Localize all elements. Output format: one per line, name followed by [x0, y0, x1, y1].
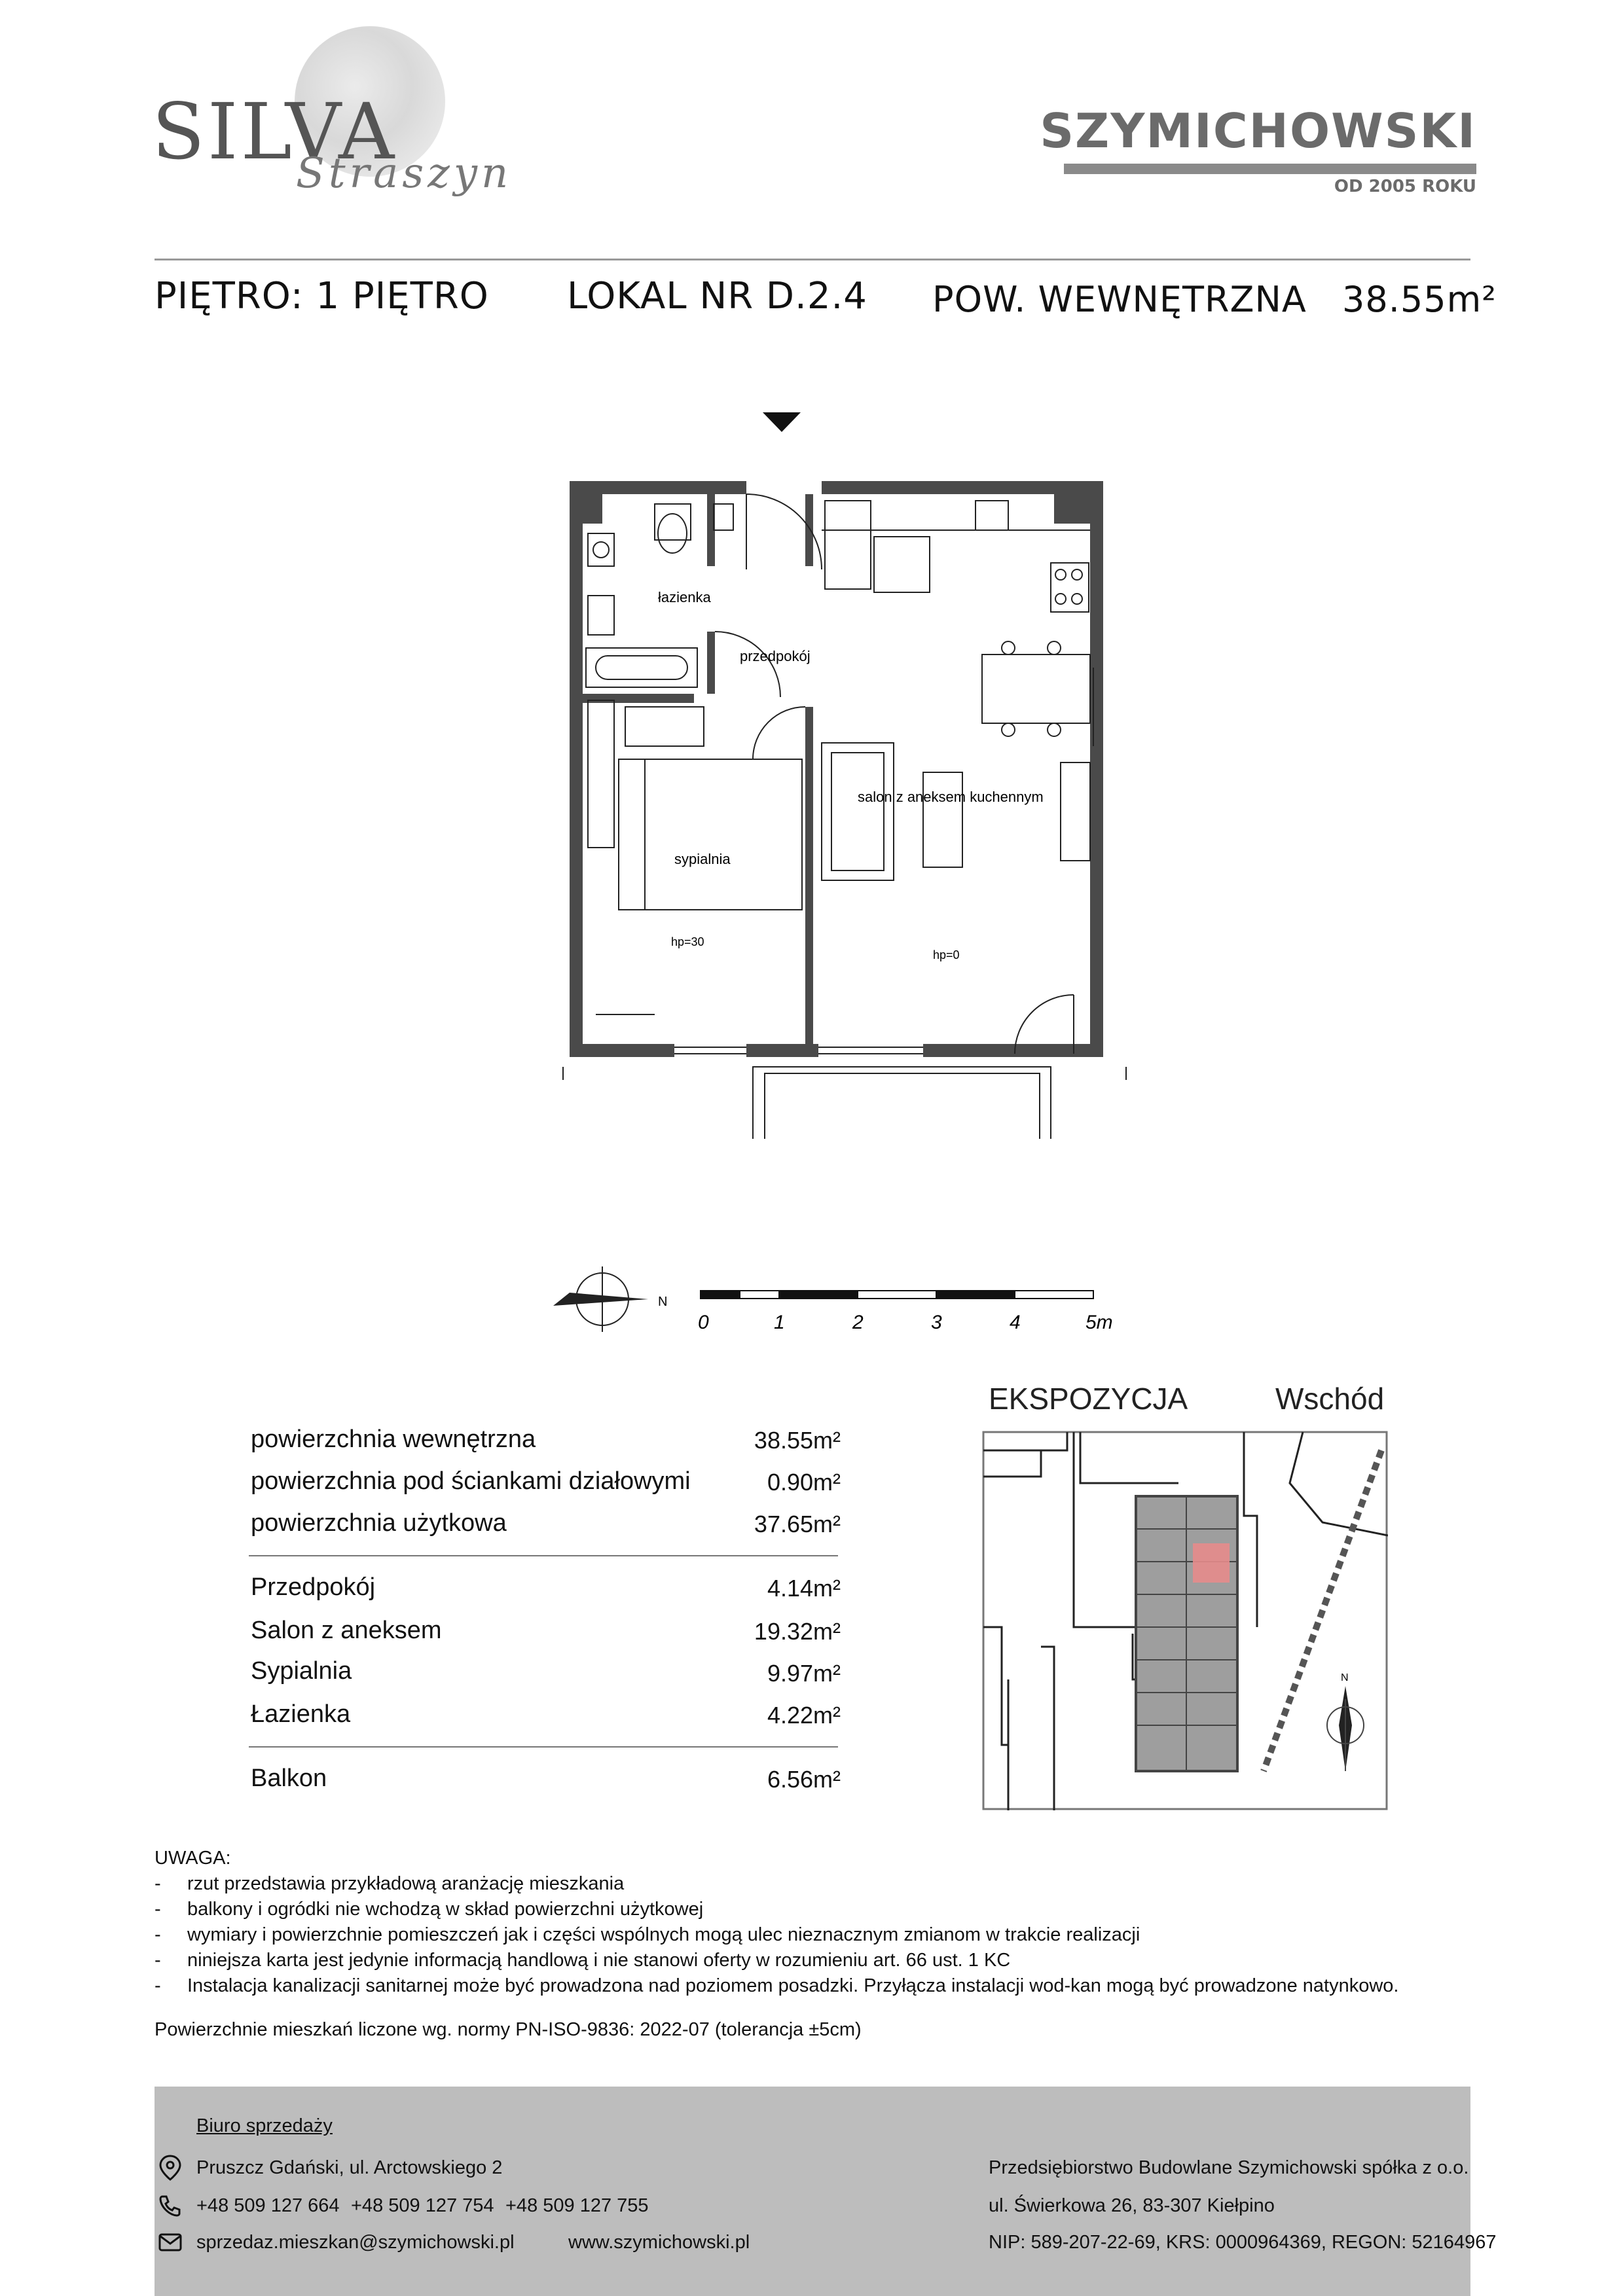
room-row-label: Łazienka	[251, 1700, 351, 1728]
balcony-label: Balkon	[251, 1765, 327, 1792]
unit-highlight	[1193, 1543, 1230, 1583]
scale-tick-2: 2	[852, 1312, 864, 1333]
silva-logo-script: Straszyn	[296, 149, 513, 198]
area-row-label: powierzchnia użytkowa	[251, 1509, 507, 1537]
silva-logo: SILVA	[152, 86, 397, 177]
scale-tick-1: 1	[774, 1312, 785, 1333]
room-label-living: salon z aneksem kuchennym	[858, 789, 1044, 805]
scale-bar	[543, 1263, 1133, 1348]
scale-tick-4: 4	[1010, 1312, 1021, 1333]
location-pin-icon	[157, 2153, 183, 2182]
scale-tick-3: 3	[931, 1312, 942, 1333]
exposure-value: Wschód	[1275, 1382, 1385, 1416]
office-address: Pruszcz Gdański, ul. Arctowskiego 2	[196, 2157, 503, 2178]
north-label: N	[658, 1295, 668, 1309]
area-row-value: 37.65m²	[754, 1511, 841, 1537]
header-divider	[155, 259, 1470, 260]
hp-bedroom-label: hp=30	[671, 935, 704, 948]
unit-number: LOKAL NR D.2.4	[567, 275, 867, 317]
note-item: - Instalacja kanalizacji sanitarnej może być prowadzona nad poziomem posadzki. Przyłącza instalacji wod-kan mogą być prowadzone natynkowo.	[155, 1975, 1399, 1996]
area-row-value: 38.55m²	[754, 1427, 841, 1454]
exposure-label: EKSPOZYCJA	[989, 1382, 1188, 1416]
walls	[570, 481, 1103, 1057]
site-map	[982, 1431, 1388, 1810]
note-item: - balkony i ogródki nie wchodzą w skład powierzchni użytkowej	[155, 1899, 704, 1920]
room-row-value: 19.32m²	[754, 1618, 841, 1645]
mail-icon	[157, 2231, 183, 2254]
room-row-label: Przedpokój	[251, 1573, 376, 1601]
footer	[155, 2087, 1470, 2296]
area-row-label: powierzchnia wewnętrzna	[251, 1426, 536, 1453]
phone-link[interactable]: +48 509 127 664	[196, 2195, 340, 2216]
floor-label: PIĘTRO: 1 PIĘTRO	[155, 275, 489, 317]
room-label-hall: przedpokój	[740, 648, 811, 664]
email-link[interactable]: sprzedaz.mieszkan@szymichowski.pl	[196, 2232, 515, 2253]
map-north-label: N	[1341, 1672, 1349, 1683]
room-row-label: Sypialnia	[251, 1657, 352, 1685]
company-name: Przedsiębiorstwo Budowlane Szymichowski spółka z o.o.	[989, 2157, 1469, 2178]
note-item: - rzut przedstawia przykładową aranżację mieszkania	[155, 1873, 625, 1894]
brand-logo	[1040, 103, 1476, 196]
area-label: POW. WEWNĘTRZNA	[932, 279, 1307, 320]
company-address: ul. Świerkowa 26, 83-307 Kiełpino	[989, 2195, 1275, 2216]
table-divider	[249, 1555, 838, 1556]
office-title: Biuro sprzedaży	[196, 2115, 333, 2136]
room-row-label: Salon z aneksem	[251, 1617, 442, 1644]
entrance-arrow	[763, 412, 801, 432]
phone-icon	[157, 2193, 183, 2219]
website-link[interactable]: www.szymichowski.pl	[568, 2232, 750, 2253]
hp-living-label: hp=0	[933, 948, 960, 961]
brand-name: SZYMICHOWSKI	[1040, 103, 1476, 158]
balcony-value: 6.56m²	[767, 1766, 841, 1793]
phone-link[interactable]: +48 509 127 755	[505, 2195, 649, 2216]
brand-tagline: OD 2005 ROKU	[1334, 177, 1476, 196]
floor-plan	[556, 406, 1146, 1139]
company-registry: NIP: 589-207-22-69, KRS: 0000964369, REGON: 52164967	[989, 2232, 1497, 2253]
table-divider	[249, 1746, 838, 1748]
scale-tick-0: 0	[698, 1312, 709, 1333]
scale-tick-5: 5m	[1085, 1312, 1113, 1333]
notes	[155, 1846, 1398, 2043]
norm-note: Powierzchnie mieszkań liczone wg. normy PN-ISO-9836: 2022-07 (tolerancja ±5cm)	[155, 2019, 862, 2040]
room-row-value: 4.22m²	[767, 1702, 841, 1729]
room-row-value: 4.14m²	[767, 1575, 841, 1602]
fixtures	[563, 494, 1126, 1139]
phone-link[interactable]: +48 509 127 754	[351, 2195, 494, 2216]
room-label-bedroom: sypialnia	[674, 851, 731, 867]
brand-bar	[1064, 164, 1476, 174]
note-item: - niniejsza karta jest jedynie informacją handlową i nie stanowi oferty w rozumieniu art. 66 ust. 1 KC	[155, 1950, 1011, 1971]
note-item: - wymiary i powierzchnie pomieszczeń jak i części wspólnych mogą ulec nieznacznym zmianom w trakcie realizacji	[155, 1924, 1140, 1945]
area-row-value: 0.90m²	[767, 1469, 841, 1496]
area-value: 38.55m²	[1342, 279, 1497, 320]
room-row-value: 9.97m²	[767, 1660, 841, 1687]
notes-title: UWAGA:	[155, 1848, 231, 1869]
room-label-bathroom: łazienka	[658, 589, 711, 605]
area-row-label: powierzchnia pod ściankami działowymi	[251, 1467, 691, 1495]
